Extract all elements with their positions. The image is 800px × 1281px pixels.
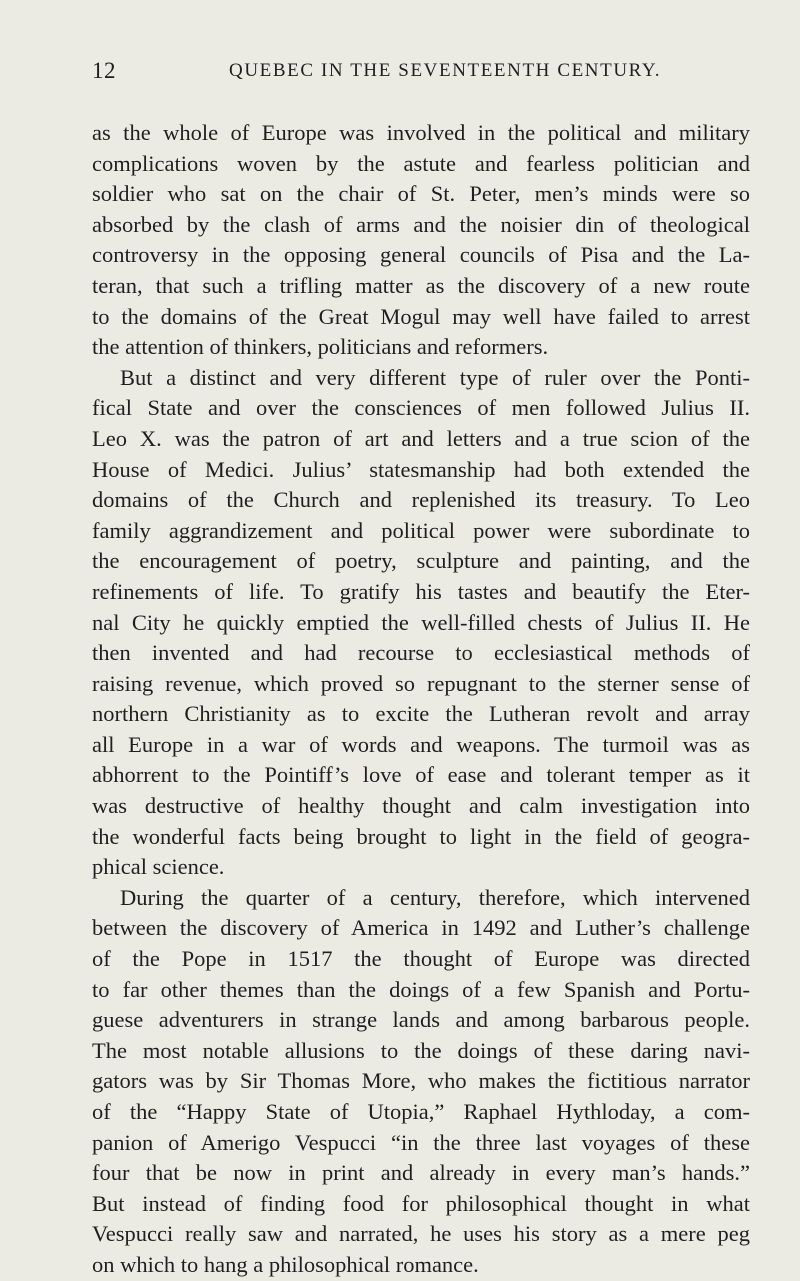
text-line: nal City he quickly emptied the well-filled chests of Julius II. He <box>92 609 750 635</box>
text-line: family aggrandizement and political power were subordinate to <box>92 517 750 543</box>
page-number: 12 <box>92 58 116 83</box>
body-text <box>92 118 750 1281</box>
text-line: panion of Amerigo Vespucci “in the three last voyages of these <box>92 1129 750 1155</box>
text-line: complications woven by the astute and fearless politician and <box>92 150 750 176</box>
text-line: of the Pope in 1517 the thought of Europe was directed <box>92 946 750 972</box>
text-line: the attention of thinkers, politicians and reformers. <box>92 334 549 360</box>
text-line: to the domains of the Great Mogul may well have failed to arrest <box>92 303 750 329</box>
text-line: But instead of finding food for philosophical thought in what <box>92 1190 750 1216</box>
page-header <box>92 58 750 88</box>
text-line: to far other themes than the doings of a few Spanish and Portu- <box>92 976 750 1002</box>
text-line: between the discovery of America in 1492 and Luther’s challenge <box>92 915 750 941</box>
text-line: four that be now in print and already in every man’s hands.” <box>92 1160 750 1186</box>
text-line: northern Christianity as to excite the Lutheran revolt and array <box>92 701 750 727</box>
text-line: soldier who sat on the chair of St. Peter, men’s minds were so <box>92 181 750 207</box>
text-line: guese adventurers in strange lands and among barbarous people. <box>92 1007 750 1033</box>
text-line: fical State and over the consciences of men followed Julius II. <box>92 395 750 421</box>
text-line: as the whole of Europe was involved in the political and military <box>92 120 750 145</box>
text-line: then invented and had recourse to ecclesiastical methods of <box>92 640 750 666</box>
text-line: teran, that such a trifling matter as the discovery of a new route <box>92 272 750 298</box>
text-line: of the “Happy State of Utopia,” Raphael Hythloday, a com- <box>92 1099 750 1124</box>
text-line: refinements of life. To gratify his tastes and beautify the Eter- <box>92 578 750 604</box>
text-line: controversy in the opposing general councils of Pisa and the La- <box>92 242 750 268</box>
text-line: phical science. <box>92 854 225 880</box>
running-head: QUEBEC IN THE SEVENTEENTH CENTURY. <box>229 60 662 81</box>
text-line: the encouragement of poetry, sculpture and painting, and the <box>92 548 750 574</box>
text-line: the wonderful facts being brought to light in the field of geogra- <box>92 823 750 849</box>
text-line: Leo X. was the patron of art and letters and a true scion of the <box>92 425 750 451</box>
text-line: domains of the Church and replenished its treasury. To Leo <box>92 487 750 513</box>
text-line: House of Medici. Julius’ statesmanship had both extended the <box>92 456 750 482</box>
text-line: Vespucci really saw and narrated, he uses his story as a mere peg <box>92 1221 750 1247</box>
text-line: gators was by Sir Thomas More, who makes the fictitious narrator <box>92 1068 750 1094</box>
text-line: But a distinct and very different type of ruler over the Ponti- <box>120 364 750 390</box>
text-line: was destructive of healthy thought and calm investigation into <box>92 793 750 819</box>
text-line: absorbed by the clash of arms and the noisier din of theological <box>92 211 750 237</box>
text-line: During the quarter of a century, therefore, which intervened <box>120 884 750 910</box>
text-line: abhorrent to the Pointiff’s love of ease and tolerant temper as it <box>92 762 750 788</box>
text-line: on which to hang a philosophical romance. <box>92 1251 479 1277</box>
text-line: all Europe in a war of words and weapons. The turmoil was as <box>92 731 750 757</box>
text-line: raising revenue, which proved so repugnant to the sterner sense of <box>92 670 750 696</box>
text-line: The most notable allusions to the doings of these daring navi- <box>92 1037 750 1063</box>
